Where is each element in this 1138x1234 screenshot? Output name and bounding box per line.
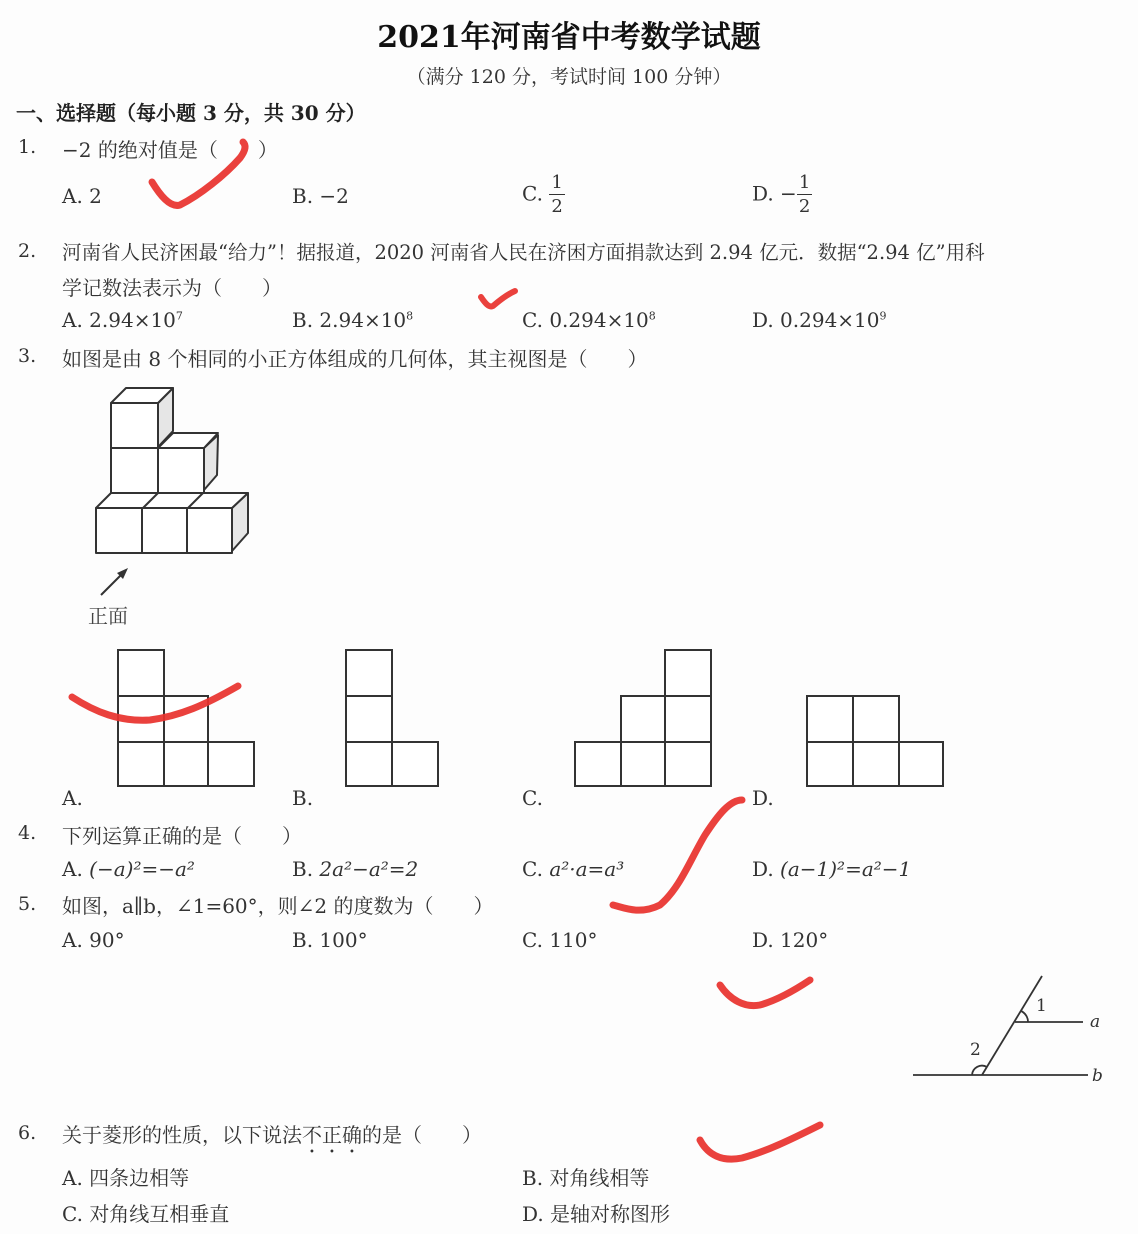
question-text: 如图是由 8 个相同的小正方体组成的几何体，其主视图是（ ） <box>62 347 648 371</box>
check-mark-icon <box>481 291 515 306</box>
option-d-figure[interactable] <box>805 694 947 790</box>
option-c-figure[interactable] <box>573 648 715 790</box>
option-c-label[interactable]: C. <box>522 786 543 810</box>
option-a-label[interactable]: A. <box>62 786 83 810</box>
front-arrow-icon <box>96 565 136 600</box>
option-b[interactable]: B. −2 <box>292 184 349 208</box>
emphasis-text: 不正确 <box>302 1123 362 1147</box>
option-d[interactable]: D. 120° <box>752 928 829 952</box>
option-b-figure[interactable] <box>344 648 442 790</box>
question-text: −2 的绝对值是（ ） <box>62 138 278 162</box>
question-number: 1. <box>18 136 37 158</box>
question-text: 下列运算正确的是（ ） <box>62 824 302 848</box>
fraction: $\frac{1}{2}$ <box>551 172 563 217</box>
fraction: $\frac{1}{2}$ <box>798 172 811 217</box>
option-d-label[interactable]: D. <box>752 786 774 810</box>
option-b[interactable]: B. 100° <box>292 928 368 952</box>
question-number: 2. <box>18 240 37 262</box>
exam-info: （满分 120 分，考试时间 100 分钟） <box>406 66 732 88</box>
angle-1-label: 1 <box>1036 996 1047 1016</box>
section-heading: 一、选择题（每小题 3 分，共 30 分） <box>16 101 366 125</box>
option-a[interactable]: A. (−a)²=−a² <box>62 857 195 881</box>
option-d[interactable]: D. 是轴对称图形 <box>522 1202 671 1226</box>
question-number: 3. <box>18 345 37 367</box>
option-b[interactable]: B. 2a²−a²=2 <box>292 857 419 881</box>
option-c[interactable]: C. a²·a=a³ <box>522 857 625 881</box>
question-number: 5. <box>18 893 37 915</box>
option-d[interactable]: D. $0.294\times 10^9$ <box>752 308 887 332</box>
question-text: 如图，a∥b，∠1=60°，则∠2 的度数为（ ） <box>62 894 494 918</box>
option-b[interactable]: B. $2.94\times 10^8$ <box>292 308 414 332</box>
curve-mark-icon <box>720 980 810 1006</box>
question-number: 4. <box>18 822 37 844</box>
option-b[interactable]: B. 对角线相等 <box>522 1166 650 1190</box>
line-a-label: a <box>1090 1012 1101 1032</box>
check-mark-icon <box>613 800 742 910</box>
option-c[interactable]: C. 110° <box>522 928 598 952</box>
option-a-figure[interactable] <box>116 648 258 790</box>
option-d[interactable]: D. − $\frac{1}{2}$ <box>752 172 811 217</box>
option-a[interactable]: A. 四条边相等 <box>62 1166 190 1190</box>
check-mark-icon <box>700 1125 820 1159</box>
page-title: 2021年河南省中考数学试题 <box>377 20 761 55</box>
line-b-label: b <box>1092 1066 1103 1086</box>
question-text-line1: 河南省人民济困最“给力”！据报道，2020 河南省人民在济困方面捐款达到 2.94 亿元．数据“2.94 亿”用科 <box>62 241 985 264</box>
front-label: 正面 <box>88 604 128 628</box>
option-b-label[interactable]: B. <box>292 786 314 810</box>
question-number: 6. <box>18 1122 37 1144</box>
option-a[interactable]: A. $2.94\times 10^7$ <box>62 308 183 332</box>
question-text-line2: 学记数法表示为（ ） <box>62 276 282 300</box>
question-text: 关于菱形的性质，以下说法不正确的是（ ） <box>62 1123 482 1147</box>
angle-2-label: 2 <box>970 1040 981 1060</box>
option-a[interactable]: A. 90° <box>62 928 125 952</box>
parallel-lines-figure <box>910 970 1110 1090</box>
cube-stack-figure <box>80 375 270 575</box>
option-a[interactable]: A. 2 <box>62 184 102 208</box>
option-d[interactable]: D. (a−1)²=a²−1 <box>752 857 912 881</box>
option-c[interactable]: C. $0.294\times 10^8$ <box>522 308 656 332</box>
option-c[interactable]: C. 对角线互相垂直 <box>62 1202 230 1226</box>
option-c[interactable]: C. $\frac{1}{2}$ <box>522 172 563 217</box>
